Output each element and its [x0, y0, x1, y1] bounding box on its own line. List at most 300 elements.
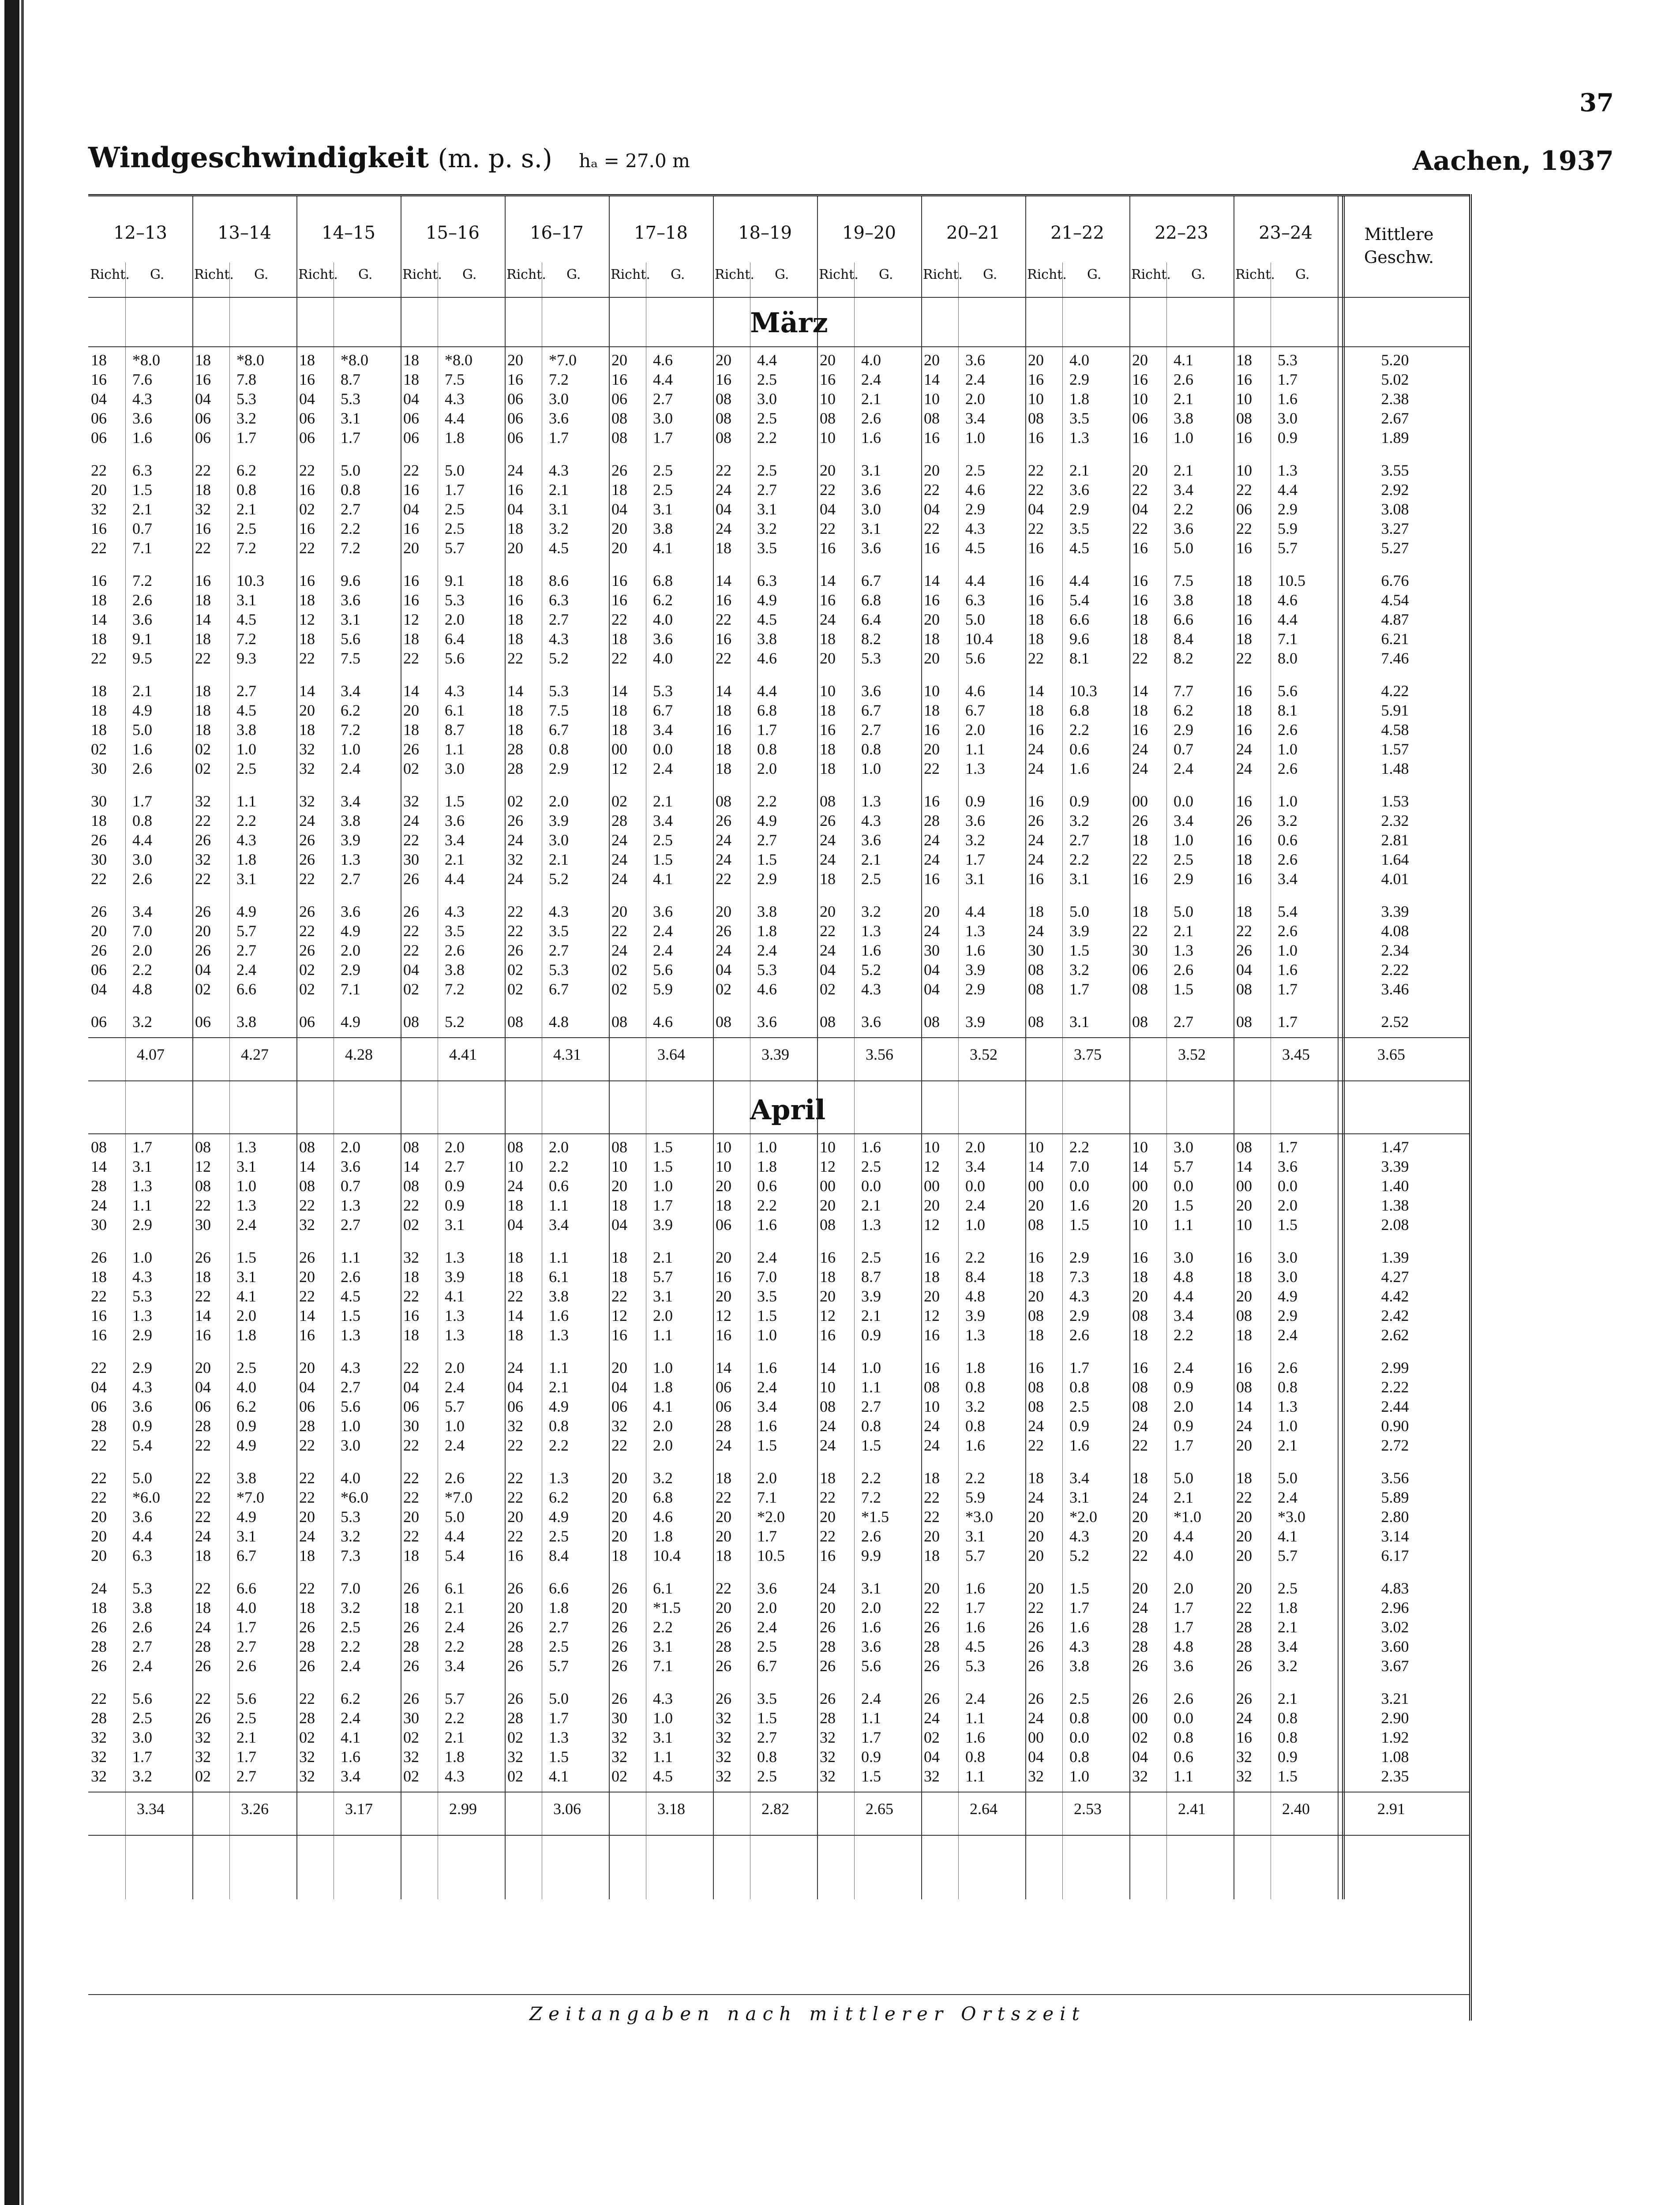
direction-cell: 04: [1028, 500, 1044, 518]
direction-cell: 20: [1132, 1508, 1148, 1526]
direction-cell: 10: [820, 390, 836, 408]
speed-cell: 8.7: [445, 721, 465, 739]
direction-cell: 20: [924, 351, 940, 369]
speed-cell: 5.7: [1278, 1547, 1298, 1564]
speed-cell: 4.9: [1278, 1287, 1298, 1305]
direction-cell: 14: [924, 371, 940, 388]
direction-cell: 18: [924, 1547, 940, 1564]
monthly-mean-value: 3.06: [553, 1800, 581, 1818]
speed-cell: 2.0: [965, 1138, 985, 1156]
direction-cell: 26: [1132, 1657, 1148, 1675]
speed-cell: 3.6: [861, 682, 881, 700]
direction-cell: 16: [507, 481, 523, 499]
direction-cell: 20: [299, 1268, 315, 1286]
speed-cell: *7.0: [445, 1489, 472, 1506]
speed-cell: 0.6: [549, 1177, 569, 1195]
direction-cell: 08: [1028, 1378, 1044, 1396]
speed-cell: 3.2: [1278, 812, 1298, 829]
speed-cell: 4.5: [236, 701, 256, 719]
direction-cell: 22: [403, 1359, 419, 1376]
speed-cell: 4.6: [965, 682, 985, 700]
speed-cell: 2.4: [965, 1196, 985, 1214]
direction-cell: 20: [611, 903, 627, 920]
mean-cell: 1.64: [1381, 851, 1409, 868]
direction-cell: 24: [820, 851, 836, 868]
direction-cell: 22: [299, 649, 315, 667]
speed-cell: 2.6: [1174, 371, 1193, 388]
speed-cell: 2.1: [861, 1196, 881, 1214]
direction-cell: 16: [820, 591, 836, 609]
speed-cell: 0.8: [236, 481, 256, 499]
direction-cell: 16: [1028, 870, 1044, 888]
speed-cell: 2.5: [653, 461, 673, 479]
speed-cell: 2.4: [341, 1657, 360, 1675]
direction-cell: 22: [403, 1469, 419, 1487]
direction-cell: 04: [1028, 1748, 1044, 1766]
speed-cell: 1.0: [1278, 941, 1298, 959]
speed-cell: 1.8: [236, 1326, 256, 1344]
direction-cell: 06: [507, 429, 523, 446]
speed-cell: 0.9: [1174, 1378, 1193, 1396]
direction-header: Richt.: [194, 267, 234, 282]
direction-cell: 14: [716, 682, 731, 700]
direction-cell: 16: [924, 1359, 940, 1376]
direction-cell: 22: [716, 870, 731, 888]
direction-header: Richt.: [819, 267, 859, 282]
direction-cell: 22: [716, 1489, 731, 1506]
speed-cell: 3.1: [861, 461, 881, 479]
speed-cell: 1.1: [236, 792, 256, 810]
speed-cell: 2.6: [132, 1618, 152, 1636]
direction-cell: 32: [716, 1767, 731, 1785]
speed-cell: 2.1: [445, 851, 465, 868]
direction-cell: 04: [403, 961, 419, 979]
speed-cell: 5.6: [341, 1398, 360, 1415]
speed-cell: 3.4: [1174, 481, 1193, 499]
speed-cell: 1.6: [1069, 1436, 1089, 1454]
speed-cell: 1.8: [965, 1359, 985, 1376]
direction-cell: 18: [1132, 630, 1148, 648]
speed-cell: 4.9: [341, 922, 360, 940]
column-rule: [1025, 196, 1026, 1899]
speed-cell: 10.3: [236, 572, 264, 589]
direction-cell: 08: [1028, 980, 1044, 998]
speed-cell: 1.8: [653, 1378, 673, 1396]
direction-cell: 10: [820, 429, 836, 446]
speed-cell: 6.8: [1069, 701, 1089, 719]
speed-cell: 7.1: [132, 539, 152, 557]
speed-cell: 2.4: [965, 371, 985, 388]
speed-cell: 4.3: [1069, 1638, 1089, 1655]
speed-cell: 7.5: [341, 649, 360, 667]
direction-cell: 22: [611, 1287, 627, 1305]
direction-cell: 20: [1132, 1579, 1148, 1597]
direction-cell: 18: [403, 721, 419, 739]
direction-cell: 22: [820, 520, 836, 537]
direction-cell: 20: [716, 903, 731, 920]
direction-cell: 32: [611, 1748, 627, 1766]
direction-cell: 28: [820, 1638, 836, 1655]
direction-cell: 32: [299, 740, 315, 758]
direction-cell: 20: [924, 903, 940, 920]
direction-cell: 22: [611, 611, 627, 628]
speed-cell: 3.6: [549, 409, 569, 427]
direction-cell: 24: [1132, 740, 1148, 758]
direction-cell: 22: [299, 1436, 315, 1454]
speed-cell: 2.6: [132, 870, 152, 888]
direction-cell: 16: [1028, 792, 1044, 810]
speed-cell: 3.8: [236, 721, 256, 739]
direction-cell: 18: [91, 591, 107, 609]
direction-cell: 26: [820, 812, 836, 829]
mean-cell: 2.62: [1381, 1326, 1409, 1344]
direction-cell: 04: [716, 961, 731, 979]
speed-cell: 1.6: [965, 1579, 985, 1597]
speed-cell: 1.6: [861, 1138, 881, 1156]
direction-cell: 04: [195, 1378, 211, 1396]
direction-cell: 14: [91, 611, 107, 628]
direction-cell: 16: [1028, 572, 1044, 589]
direction-cell: 22: [1028, 481, 1044, 499]
speed-header: G.: [1295, 267, 1310, 282]
direction-cell: 28: [716, 1638, 731, 1655]
direction-cell: 26: [299, 941, 315, 959]
mean-cell: 3.21: [1381, 1690, 1409, 1707]
speed-cell: 9.3: [236, 649, 256, 667]
speed-cell: 2.9: [341, 961, 360, 979]
speed-cell: 1.3: [1069, 429, 1089, 446]
speed-cell: 1.6: [861, 941, 881, 959]
direction-cell: 20: [924, 611, 940, 628]
speed-cell: 2.2: [445, 1638, 465, 1655]
speed-cell: 10.4: [653, 1547, 681, 1564]
direction-cell: 20: [507, 1508, 523, 1526]
direction-cell: 32: [1236, 1767, 1252, 1785]
direction-cell: 04: [1236, 961, 1252, 979]
speed-cell: 4.3: [132, 1268, 152, 1286]
direction-cell: 02: [924, 1729, 940, 1746]
direction-cell: 22: [195, 812, 211, 829]
direction-cell: 26: [716, 812, 731, 829]
speed-cell: 2.2: [965, 1469, 985, 1487]
mean-cell: 0.90: [1381, 1417, 1409, 1435]
monthly-mean-value: 4.27: [241, 1046, 269, 1063]
direction-cell: 16: [1132, 721, 1148, 739]
monthly-mean-value: 3.65: [1377, 1046, 1405, 1063]
speed-cell: 2.4: [1278, 1489, 1298, 1506]
direction-cell: 22: [1028, 1599, 1044, 1616]
speed-cell: 3.2: [965, 831, 985, 849]
direction-cell: 02: [195, 980, 211, 998]
direction-cell: 26: [195, 831, 211, 849]
direction-cell: 20: [611, 1177, 627, 1195]
direction-cell: 24: [1028, 922, 1044, 940]
period-header: 13–14: [218, 223, 271, 243]
direction-header: Richt.: [923, 267, 963, 282]
speed-cell: 1.1: [445, 740, 465, 758]
direction-cell: 16: [820, 539, 836, 557]
direction-cell: 24: [1132, 1417, 1148, 1435]
mean-cell: 1.92: [1381, 1729, 1409, 1746]
direction-cell: 24: [1236, 760, 1252, 777]
speed-cell: 1.0: [445, 1417, 465, 1435]
direction-cell: 28: [820, 1709, 836, 1727]
direction-cell: 18: [299, 1547, 315, 1564]
direction-cell: 18: [91, 812, 107, 829]
period-header: 21–22: [1050, 223, 1104, 243]
speed-cell: 3.2: [132, 1767, 152, 1785]
speed-cell: 1.6: [965, 1436, 985, 1454]
direction-cell: 16: [716, 630, 731, 648]
direction-cell: 16: [299, 572, 315, 589]
speed-cell: 3.9: [341, 831, 360, 849]
speed-cell: 1.1: [341, 1249, 360, 1266]
direction-cell: 00: [1028, 1729, 1044, 1746]
direction-cell: 16: [611, 572, 627, 589]
direction-cell: 28: [403, 1638, 419, 1655]
mean-cell: 2.08: [1381, 1216, 1409, 1234]
speed-cell: 2.1: [132, 500, 152, 518]
direction-cell: 14: [299, 1307, 315, 1324]
monthly-mean-value: 3.34: [137, 1800, 165, 1818]
direction-cell: 24: [1132, 760, 1148, 777]
direction-cell: 12: [299, 611, 315, 628]
direction-cell: 22: [403, 1527, 419, 1545]
mean-cell: 3.67: [1381, 1657, 1409, 1675]
speed-cell: 7.2: [549, 371, 569, 388]
speed-cell: 4.3: [861, 812, 881, 829]
direction-cell: 22: [299, 922, 315, 940]
direction-cell: 02: [507, 980, 523, 998]
speed-cell: 4.4: [1069, 572, 1089, 589]
column-rule: [817, 196, 818, 1899]
direction-cell: 24: [820, 1579, 836, 1597]
speed-cell: 7.2: [341, 721, 360, 739]
direction-cell: 18: [91, 721, 107, 739]
speed-cell: 5.3: [445, 591, 465, 609]
period-header: 22–23: [1155, 223, 1208, 243]
speed-cell: 2.6: [1174, 961, 1193, 979]
direction-cell: 18: [1236, 903, 1252, 920]
speed-cell: 2.5: [653, 831, 673, 849]
direction-cell: 14: [195, 611, 211, 628]
speed-cell: 0.8: [1069, 1748, 1089, 1766]
direction-cell: 20: [507, 1599, 523, 1616]
speed-cell: 7.2: [445, 980, 465, 998]
speed-cell: 4.4: [757, 682, 777, 700]
direction-cell: 24: [507, 870, 523, 888]
speed-cell: 4.0: [1069, 351, 1089, 369]
direction-cell: 22: [403, 1287, 419, 1305]
direction-cell: 20: [820, 1508, 836, 1526]
direction-cell: 18: [924, 630, 940, 648]
direction-cell: 24: [820, 831, 836, 849]
column-rule: [505, 196, 506, 1899]
speed-cell: 4.0: [341, 1469, 360, 1487]
speed-cell: 1.3: [445, 1326, 465, 1344]
direction-cell: 18: [507, 1249, 523, 1266]
speed-cell: 3.2: [757, 520, 777, 537]
speed-cell: 3.6: [132, 1398, 152, 1415]
direction-cell: 16: [403, 572, 419, 589]
speed-cell: 3.5: [549, 922, 569, 940]
speed-cell: 0.7: [132, 520, 152, 537]
speed-cell: 3.8: [1174, 591, 1193, 609]
speed-cell: 2.5: [757, 1638, 777, 1655]
speed-cell: 2.1: [861, 1307, 881, 1324]
monthly-mean-value: 2.99: [449, 1800, 477, 1818]
speed-cell: 1.0: [861, 760, 881, 777]
direction-cell: 18: [1236, 572, 1252, 589]
speed-cell: 6.2: [236, 461, 256, 479]
speed-cell: 4.1: [653, 1398, 673, 1415]
direction-cell: 26: [195, 1657, 211, 1675]
direction-cell: 18: [820, 701, 836, 719]
direction-cell: 16: [924, 870, 940, 888]
speed-cell: 0.9: [132, 1417, 152, 1435]
direction-cell: 32: [820, 1729, 836, 1746]
speed-cell: 2.6: [445, 1469, 465, 1487]
speed-cell: 0.8: [965, 1748, 985, 1766]
direction-cell: 24: [299, 1527, 315, 1545]
direction-cell: 20: [924, 1196, 940, 1214]
mean-cell: 5.89: [1381, 1489, 1409, 1506]
direction-cell: 18: [1236, 591, 1252, 609]
direction-cell: 16: [1132, 591, 1148, 609]
direction-cell: 26: [91, 941, 107, 959]
speed-cell: 2.6: [1278, 760, 1298, 777]
speed-cell: 3.9: [965, 1013, 985, 1031]
speed-cell: 1.6: [1069, 760, 1089, 777]
direction-cell: 04: [403, 500, 419, 518]
speed-cell: 2.0: [1278, 1196, 1298, 1214]
direction-cell: 20: [611, 1527, 627, 1545]
direction-cell: 16: [716, 1326, 731, 1344]
speed-cell: 1.0: [653, 1177, 673, 1195]
direction-cell: 26: [299, 851, 315, 868]
monthly-mean-value: 3.56: [866, 1046, 893, 1063]
speed-cell: 1.7: [132, 1138, 152, 1156]
speed-cell: 6.6: [236, 1579, 256, 1597]
direction-cell: 26: [195, 941, 211, 959]
direction-cell: 22: [195, 1196, 211, 1214]
speed-cell: 3.4: [445, 831, 465, 849]
direction-cell: 26: [716, 1690, 731, 1707]
sum-rule: [88, 1037, 1469, 1038]
speed-cell: 1.5: [653, 851, 673, 868]
speed-header: G.: [462, 267, 477, 282]
speed-cell: 3.6: [1174, 520, 1193, 537]
monthly-mean-value: 4.07: [137, 1046, 165, 1063]
speed-cell: 3.5: [445, 922, 465, 940]
column-rule: [609, 196, 610, 1899]
mean-cell: 2.80: [1381, 1508, 1409, 1526]
direction-cell: 24: [195, 1527, 211, 1545]
speed-cell: 2.1: [445, 1599, 465, 1616]
speed-cell: 10.5: [757, 1547, 785, 1564]
speed-cell: 2.6: [861, 1527, 881, 1545]
direction-cell: 08: [1236, 409, 1252, 427]
direction-cell: 16: [1236, 870, 1252, 888]
direction-cell: 22: [507, 649, 523, 667]
direction-cell: 02: [195, 740, 211, 758]
direction-cell: 08: [403, 1177, 419, 1195]
speed-cell: 3.1: [1069, 870, 1089, 888]
direction-cell: 18: [1028, 1469, 1044, 1487]
direction-cell: 06: [91, 1398, 107, 1415]
direction-cell: 26: [403, 740, 419, 758]
speed-cell: 1.3: [341, 1196, 360, 1214]
speed-cell: 3.8: [236, 1469, 256, 1487]
speed-cell: 2.4: [757, 1618, 777, 1636]
direction-cell: 16: [1132, 429, 1148, 446]
direction-cell: 14: [507, 682, 523, 700]
direction-cell: 22: [507, 922, 523, 940]
direction-cell: 26: [611, 1657, 627, 1675]
speed-cell: 3.1: [236, 1268, 256, 1286]
mean-cell: 2.22: [1381, 961, 1409, 979]
speed-cell: 8.2: [861, 630, 881, 648]
speed-cell: 8.0: [1278, 649, 1298, 667]
speed-cell: 2.4: [132, 1657, 152, 1675]
speed-cell: 6.6: [1069, 611, 1089, 628]
direction-cell: 18: [611, 1268, 627, 1286]
direction-cell: 26: [507, 1579, 523, 1597]
direction-cell: 08: [716, 409, 731, 427]
period-header: 17–18: [634, 223, 688, 243]
speed-cell: 3.1: [653, 500, 673, 518]
speed-cell: 4.9: [549, 1398, 569, 1415]
direction-cell: 18: [299, 1599, 315, 1616]
direction-cell: 14: [716, 1359, 731, 1376]
speed-cell: 6.7: [549, 721, 569, 739]
mean-cell: 5.20: [1381, 351, 1409, 369]
direction-cell: 26: [924, 1690, 940, 1707]
direction-cell: 32: [820, 1767, 836, 1785]
direction-cell: 16: [716, 721, 731, 739]
monthly-mean-value: 2.40: [1282, 1800, 1310, 1818]
speed-cell: 4.3: [445, 903, 465, 920]
direction-cell: 30: [611, 1709, 627, 1727]
direction-cell: 16: [611, 1326, 627, 1344]
speed-cell: 1.7: [1069, 1359, 1089, 1376]
speed-cell: 4.1: [445, 1287, 465, 1305]
speed-cell: 2.0: [236, 1307, 256, 1324]
speed-cell: 2.6: [1069, 1326, 1089, 1344]
direction-cell: 24: [507, 1177, 523, 1195]
speed-cell: 0.0: [1174, 1709, 1193, 1727]
direction-cell: 32: [507, 1417, 523, 1435]
direction-cell: 04: [820, 500, 836, 518]
direction-cell: 08: [1028, 1216, 1044, 1234]
direction-cell: 08: [403, 1013, 419, 1031]
speed-cell: 7.2: [341, 539, 360, 557]
direction-cell: 16: [1236, 831, 1252, 849]
speed-cell: 1.6: [965, 941, 985, 959]
direction-cell: 02: [611, 961, 627, 979]
direction-cell: 18: [1132, 831, 1148, 849]
speed-cell: 1.8: [236, 851, 256, 868]
direction-cell: 22: [403, 461, 419, 479]
direction-cell: 28: [299, 1417, 315, 1435]
period-header: 20–21: [946, 223, 1000, 243]
direction-cell: 06: [403, 409, 419, 427]
direction-cell: 00: [1236, 1177, 1252, 1195]
speed-cell: 1.0: [132, 1249, 152, 1266]
direction-cell: 08: [1132, 1307, 1148, 1324]
direction-cell: 22: [91, 461, 107, 479]
speed-cell: 0.8: [1069, 1709, 1089, 1727]
